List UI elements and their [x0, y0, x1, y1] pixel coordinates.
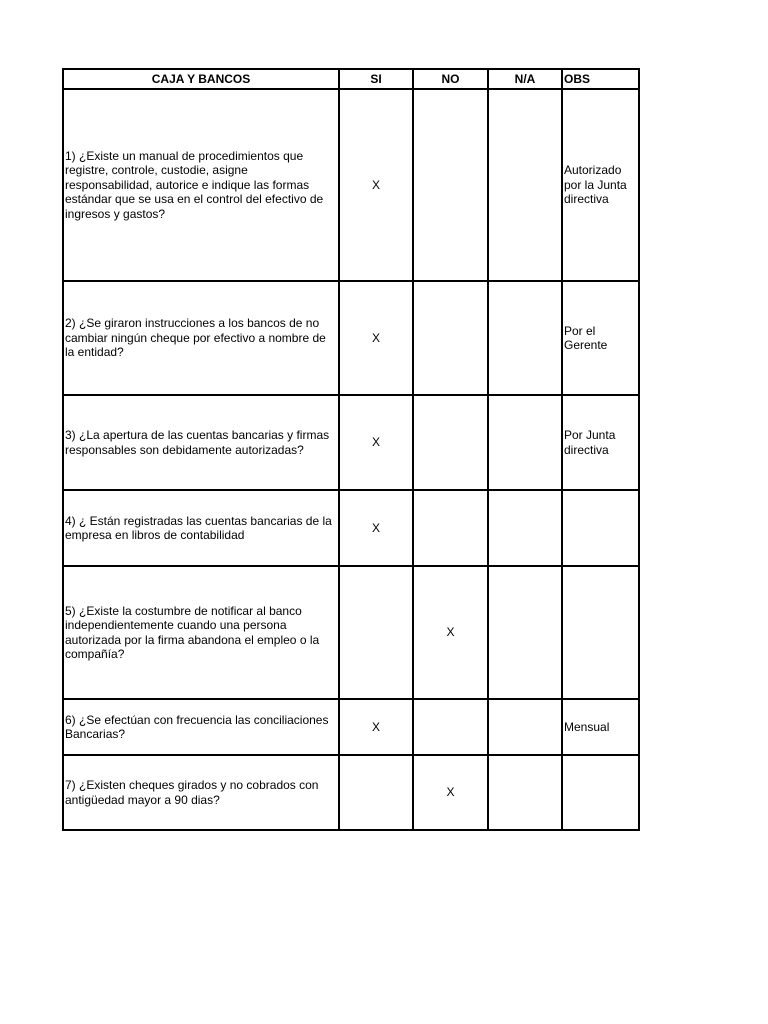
obs-cell: Por el Gerente [562, 281, 639, 395]
na-cell [488, 755, 562, 830]
header-obs: OBS [562, 69, 639, 89]
obs-cell: Autorizado por la Junta directiva [562, 89, 639, 281]
audit-checklist-table [62, 68, 640, 831]
si-cell: X [339, 281, 413, 395]
table-row [63, 755, 639, 830]
obs-cell: Por Junta directiva [562, 395, 639, 490]
question-cell: 4) ¿ Están registradas las cuentas bancarias de la empresa en libros de contabilidad [63, 490, 339, 566]
na-cell [488, 395, 562, 490]
no-cell: X [413, 566, 488, 699]
no-cell: X [413, 755, 488, 830]
table-row [63, 89, 639, 281]
header-si: SI [339, 69, 413, 89]
na-cell [488, 281, 562, 395]
obs-cell [562, 566, 639, 699]
na-cell [488, 566, 562, 699]
na-cell [488, 89, 562, 281]
header-na: N/A [488, 69, 562, 89]
obs-cell: Mensual [562, 699, 639, 755]
si-cell: X [339, 490, 413, 566]
header-section: CAJA Y BANCOS [63, 69, 339, 89]
table-row [63, 490, 639, 566]
si-cell: X [339, 89, 413, 281]
si-cell: X [339, 699, 413, 755]
table-row [63, 699, 639, 755]
no-cell [413, 395, 488, 490]
question-cell: 7) ¿Existen cheques girados y no cobrados con antigüedad mayor a 90 dias? [63, 755, 339, 830]
question-cell: 2) ¿Se giraron instrucciones a los bancos de no cambiar ningún cheque por efectivo a nombre de la entidad? [63, 281, 339, 395]
no-cell [413, 490, 488, 566]
question-cell: 6) ¿Se efectúan con frecuencia las conciliaciones Bancarias? [63, 699, 339, 755]
si-cell: X [339, 395, 413, 490]
header-row [63, 69, 639, 89]
question-cell: 3) ¿La apertura de las cuentas bancarias y firmas responsables son debidamente autorizadas? [63, 395, 339, 490]
no-cell [413, 281, 488, 395]
na-cell [488, 490, 562, 566]
question-cell: 1) ¿Existe un manual de procedimientos que registre, controle, custodie, asigne responsabilidad, autorice e indique las formas estándar que se usa en el control del efectivo de ingresos y gastos? [63, 89, 339, 281]
question-cell: 5) ¿Existe la costumbre de notificar al banco independientemente cuando una persona autorizada por la firma abandona el empleo o la compañía? [63, 566, 339, 699]
table-row [63, 281, 639, 395]
table-row [63, 566, 639, 699]
si-cell [339, 566, 413, 699]
obs-cell [562, 490, 639, 566]
no-cell [413, 699, 488, 755]
header-no: NO [413, 69, 488, 89]
table-row [63, 395, 639, 490]
si-cell [339, 755, 413, 830]
obs-cell [562, 755, 639, 830]
na-cell [488, 699, 562, 755]
no-cell [413, 89, 488, 281]
